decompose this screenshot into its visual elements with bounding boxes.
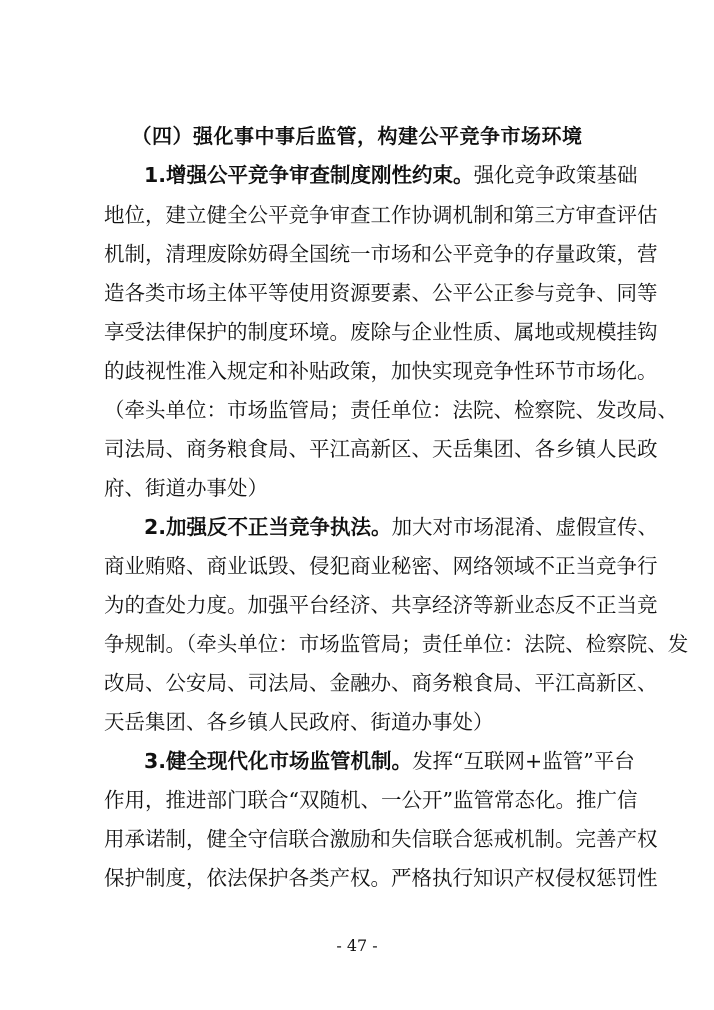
page-number: - 47 - <box>336 936 378 955</box>
paragraph-2-line-4: 争规制。（牵头单位：市场监管局；责任单位：法院、检察院、发 <box>104 632 689 656</box>
paragraph-3-line-4: 保护制度，依法保护各类产权。严格执行知识产权侵权惩罚性 <box>104 866 658 890</box>
paragraph-1-line-9: 府、街道办事处） <box>104 476 268 500</box>
paragraph-2-line-1 <box>144 515 659 539</box>
paragraph-3-line-2: 作用，推进部门联合“双随机、一公开”监管常态化。推广信 <box>104 788 638 812</box>
paragraph-1-line-6: 的歧视性准入规定和补贴政策，加快实现竞争性环节市场化。 <box>104 359 658 383</box>
paragraph-1-line-3: 机制，清理废除妨碍全国统一市场和公平竞争的存量政策，营 <box>104 242 658 266</box>
paragraph-1-line-2: 地位，建立健全公平竞争审查工作协调机制和第三方审查评估 <box>104 203 658 227</box>
paragraph-2-text: 加大对市场混淆、虚假宣传、 <box>391 515 659 539</box>
paragraph-2-lead: 2.加强反不正当竞争执法。 <box>144 515 392 539</box>
paragraph-3-lead: 3.健全现代化市场监管机制。 <box>144 749 413 773</box>
paragraph-1-line-4: 造各类市场主体平等使用资源要素、公平公正参与竞争、同等 <box>104 281 658 305</box>
paragraph-3-line-3: 用承诺制，健全守信联合激励和失信联合惩戒机制。完善产权 <box>104 827 658 851</box>
paragraph-2-line-6: 天岳集团、各乡镇人民政府、街道办事处） <box>104 710 494 734</box>
section-heading: （四）强化事中事后监管，构建公平竞争市场环境 <box>131 124 583 148</box>
paragraph-1-line-5: 享受法律保护的制度环境。废除与企业性质、属地或规模挂钩 <box>104 320 658 344</box>
paragraph-3-text: 发挥“互联网+监管”平台 <box>412 749 635 773</box>
paragraph-1-text: 强化竞争政策基础 <box>473 163 638 187</box>
paragraph-2-line-3: 为的查处力度。加强平台经济、共享经济等新业态反不正当竞 <box>104 593 658 617</box>
paragraph-1-line-1 <box>144 163 638 187</box>
paragraph-3-line-1 <box>144 749 635 773</box>
paragraph-1-lead: 1.增强公平竞争审查制度刚性约束。 <box>144 163 474 187</box>
paragraph-2-line-2: 商业贿赂、商业诋毁、侵犯商业秘密、网络领域不正当竞争行 <box>104 554 658 578</box>
paragraph-2-line-5: 改局、公安局、司法局、金融办、商务粮食局、平江高新区、 <box>104 671 658 695</box>
paragraph-1-line-7: （牵头单位：市场监管局；责任单位：法院、检察院、发改局、 <box>104 398 678 422</box>
paragraph-1-line-8: 司法局、商务粮食局、平江高新区、天岳集团、各乡镇人民政 <box>104 437 658 461</box>
